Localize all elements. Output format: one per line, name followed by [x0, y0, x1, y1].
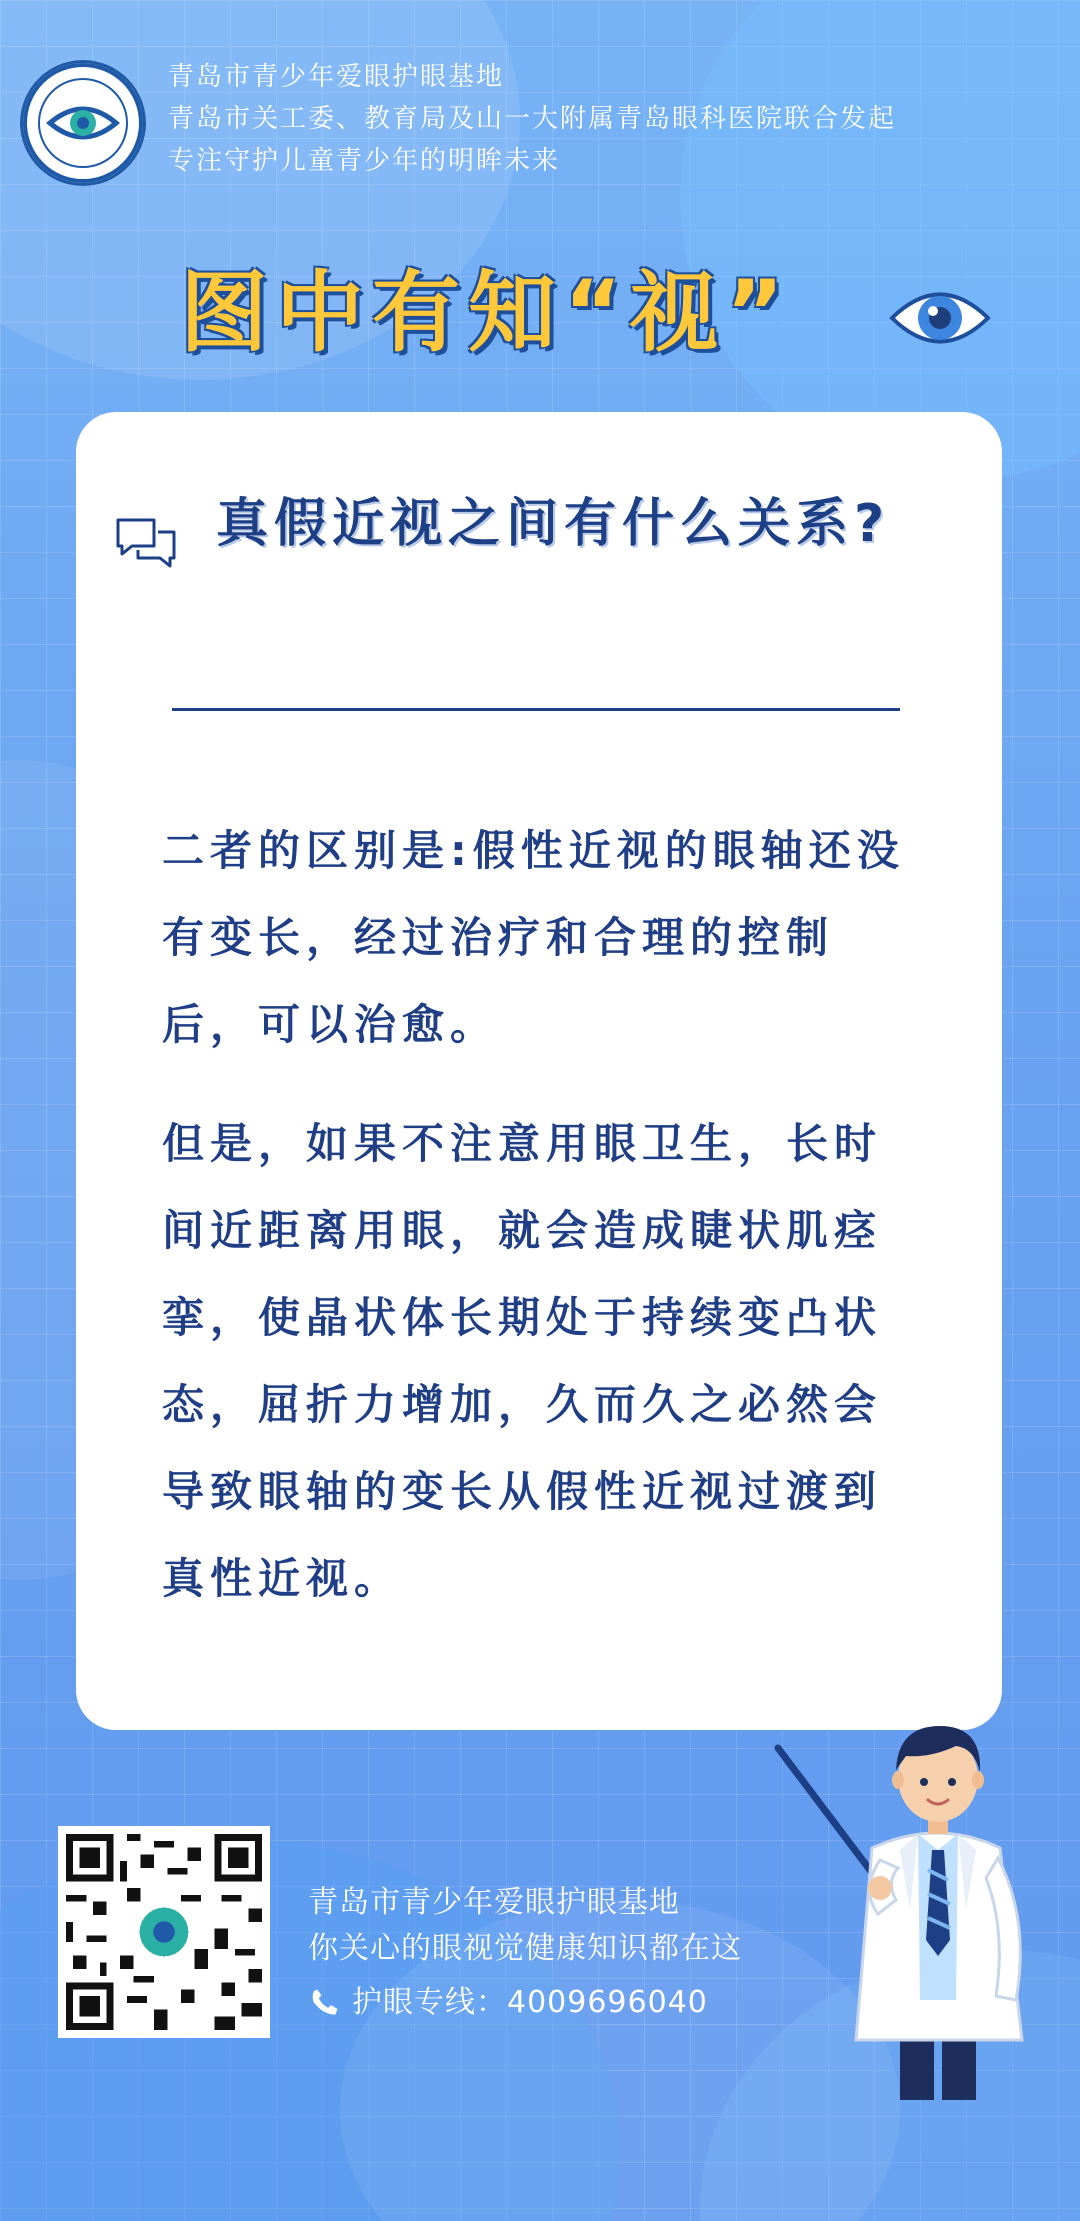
header-line: 专注守护儿童青少年的明眸未来	[168, 146, 561, 176]
content-card	[76, 412, 1002, 1730]
answer-text	[162, 807, 922, 1622]
hotline-number: 4009696040	[507, 1985, 708, 2020]
footer-line: 你关心的眼视觉健康知识都在这	[308, 1931, 742, 1966]
phone-icon	[308, 1986, 342, 2020]
paragraph: 二者的区别是:假性近视的眼轴还没有变长，经过治疗和合理的控制后，可以治愈。	[162, 826, 905, 1049]
divider	[172, 708, 900, 711]
eye-icon	[888, 275, 992, 361]
chat-bubbles-icon	[114, 512, 178, 576]
header-text	[168, 56, 896, 182]
paragraph: 但是，如果不注意用眼卫生，长时间近距离用眼，就会造成睫状肌痉挛，使晶状体长期处于持续变凸状态，屈折力增加，久而久之必然会导致眼轴的变长从假性近视过渡到真性近视。	[162, 1119, 883, 1603]
footer-line: 青岛市青少年爱眼护眼基地	[308, 1885, 680, 1920]
hospital-logo	[20, 60, 146, 186]
footer-info	[308, 1880, 742, 2026]
doctor-illustration	[760, 1700, 1060, 2100]
question-title: 真假近视之间有什么关系?	[216, 494, 891, 554]
qr-code[interactable]	[58, 1826, 270, 2038]
header-line: 青岛市青少年爱眼护眼基地	[168, 62, 505, 92]
hotline-label: 护眼专线：	[352, 1985, 507, 2020]
header-line: 青岛市关工委、教育局及山一大附属青岛眼科医院联合发起	[168, 104, 897, 134]
page-title: 图中有知“视”	[180, 261, 792, 364]
hotline[interactable]	[308, 1980, 742, 2026]
